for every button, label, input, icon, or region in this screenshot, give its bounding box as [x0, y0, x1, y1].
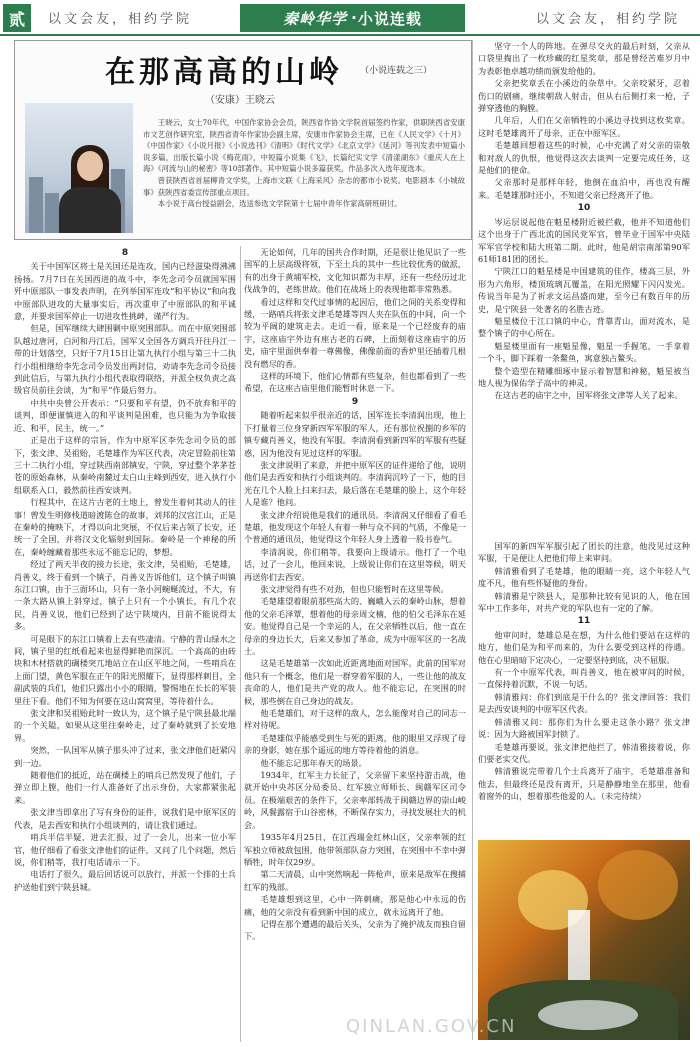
text-column-3b	[478, 540, 690, 836]
author-bio	[143, 117, 465, 210]
article-paragraph: 韩清雅问：你们到底是干什么的？张文津回答：我们是去西安谈判的中原军区代表。	[478, 691, 690, 715]
section-banner	[240, 4, 465, 32]
article-paragraph: 毛楚雄似乎能感受到生与死的距离，他的眼里又浮现了母亲的身影，她在那个遥远的地方等待着他的消息。	[244, 732, 466, 756]
article-paragraph: 经过了两天半夜的接力长途，张文津，吴祖贻，毛楚雄，肖善义，终于看到一个镇子，肖善义告诉他们，这个镇子叫镇东江口镇，由于三面环山，只有一条小河蜿蜒流过，不大，有一条大路从镇上斜穿过，镇子上只有一个小镇长，有几个农民，肖善义说，他们已经到了达宁陕境内，目前不能说得太多。	[14, 559, 236, 632]
article-paragraph: 正是出于这样的宗旨，作为中原军区李先念司令员的部下，张文津、吴祖贻，毛楚雄作为军区代表，决定冒险前往第三十二执行小组，穿过陕西南部镇安，宁陕，穿过整个茅茅苍苍的原始森林，从秦岭南麓过太白山主峰到西安，进入执行小组联系入口，毅然前往西安谈判。	[14, 435, 236, 495]
article-paragraph: 无论如何，几年的国共合作时期，还是很让他见识了一些国军的上层高级将领，下至土兵的其中一些比较优秀的做派，有的出身于黄埔军校，文化知识都为丰厚，还有一些经历过北伐战争的，老练世故。他们在战场上的表现他都非常熟悉。	[244, 247, 466, 295]
publication-name: 秦岭华学	[283, 9, 348, 28]
watermark-text: QINLAN.GOV.CN	[346, 1016, 517, 1037]
article-paragraph: 毛楚雄想到这里，心中一阵刺痛，那是他心中永远的伤痛，他的父亲没有看到新中国的成立，就永远离开了他。	[244, 894, 466, 917]
photo-face	[77, 151, 103, 181]
page-header	[0, 0, 700, 36]
article-paragraph: 突然，一队国军从镇子那头冲了过来，张文津他们赶紧闪到一边。	[14, 745, 236, 768]
column-divider	[240, 246, 241, 1042]
article-paragraph: 毛楚雄回想着这些的时候，心中充满了对父亲的崇敬和对敌人的仇恨，他觉得这次去谈判一定要完成任务，这是他们的使命。	[478, 140, 690, 176]
article-paragraph: 张文津说明了来意，并把中原军区的证件递给了他，说明他们是去西安和执行小组谈判的。李清润沉吟了一下，他的目光在几个人脸上扫来扫去，最后落在毛楚雄的脸上，这个年轻人是谁？他问。	[244, 459, 466, 508]
photo-building	[29, 177, 43, 233]
bio-paragraph: 王晓云，女土70年代，中国作家协会会员，陕西省作协文学院首届签约作家，供职陕西省安康市文艺创作研究室，陕西省青年作家协会副主席，安康市作家协会主席，已在《人民文学》《十月》《中国作家》《小说月报》《小说选刊》《清明》《时代文学》《北京文学》《延河》等刊发表中短篇小说多篇，出版长篇小说《梅花雨》，中短篇小说集《飞》，长篇纪实文学《清漾湖东》《重庆人在上海》《河流与山的秘密》等10部著作。其中短篇小说多篇获奖，作品多次入选年度选本。	[143, 118, 465, 174]
article-paragraph: 他审问时，楚雄总是在想，为什么他们要站在这样的地方，他们是为和平而来的，为什么要受到这样的待遇。他在心里暗暗下定决心，一定要坚持到底，决不屈服。	[478, 629, 690, 665]
author-photo	[25, 103, 133, 233]
article-paragraph: 1934年，红军主力长征了，父亲留下来坚持游击战，他就开始中央苏区分局委员、红军独立师师长、闽赣军区司令员。在极端艰苦的条件下，父亲率部转战于闽赣边界的崇山峻岭，风餐露宿于山谷密林，不断保存实力，寻找发展壮大的机会。	[244, 770, 466, 830]
article-paragraph: 第二天清晨，山中突然响起一阵枪声，原来是敌军在搜捕红军的残部。	[244, 869, 466, 892]
article-paragraph: 韩清雅说完带着几个士兵离开了庙宇，毛楚雄准备和他去，但最终还是没有离开，只是静静地坐在那里，他看着窗外的山，想着那些他爱的人。（未完待续）	[478, 766, 690, 802]
article-paragraph: 随着他们的抵近，站在碉楼上的哨兵已然发现了他们，子弹立即上膛，他们一行人准备好了出示身份，大家都紧张起来。	[14, 770, 236, 805]
article-paragraph: 记得在那个遭遇的最后关头，父亲为了掩护战友而独自留下。	[244, 918, 466, 942]
banner-dot: ·	[351, 9, 358, 27]
article-paragraph: 宁陕江口的魁星楼是中国建筑的佳作，楼高三层，外形为六角形，楼顶琉璃瓦覆盖，在阳光照耀下闪闪发光。传说当年是为了祈求文运昌盛而建，至今已有数百年的历史，是宁陕县一处著名的名胜古迹。	[478, 266, 690, 314]
article-paragraph: 他毛楚雄们，对于这样的敌人，怎么能像对自己的同志一样对待呢。	[244, 708, 466, 731]
article-paragraph: 岑运层说起他在魁星楼附近被拦截，他并不知道他们这个出身于广西北流的国民党军官，曾毕业于国军中央陆军军官学校和陆大班第二期。此时，他是胡宗南部第90军61师181团的团长。	[478, 216, 690, 264]
waterfall-photo	[478, 840, 690, 1040]
article-paragraph: 张文津介绍说他是我们的通讯员。李清润又仔细看了看毛楚雄，他发现这个年轻人有着一种与众不同的气质，不像是一个普通的通讯员，他觉得这个年轻人身上透着一股书卷气。	[244, 509, 466, 545]
article-paragraph: 看过这样和交代过事情的起因后，他们之间的关系变得和缓，一路哨兵将张文津毛楚雄等四人夹在队伍的中间，向一个较为平阔的建筑走去。走近一看，原来是一个已经废弃的庙宇，这座庙宇外边有座古老的石碑，上面刻着这座庙宇的历史，庙宇里面供奉着一尊佛像，佛像前面的香炉里还插着几根没有燃尽的香。	[244, 296, 466, 369]
section-number: 11	[577, 616, 591, 627]
article-paragraph: 韩清雅又问：那你们为什么要走这条小路？张文津说：因为大路被国军封锁了。	[478, 716, 690, 740]
article-paragraph: 坚守一个人的阵地。在弹尽交火的最后时刻，父亲从口袋里掏出了一枚珍藏的红星奖章，那是曾经苦难岁月中为表彰他卓越功绩而颁发给他的。	[478, 41, 690, 76]
article-paragraph: 他不能忘记那年春天的场景。	[260, 757, 367, 768]
section-number: 8	[121, 248, 129, 258]
title-block	[14, 40, 472, 240]
section-number: 9	[351, 396, 359, 407]
article-paragraph: 韩清雅是宁陕县人，是那种比较有见识的人，他在国军中工作多年，对共产党的军队也有一定的了解。	[478, 590, 690, 614]
article-paragraph: 关于中国军区将士是关国还是连攻，国内已经滋染得沸沸扬扬。7月7日在关国西进的战斗中，李先念司令员就国军围歼中原部队一事发表声明，在列举国军连攻“和平协议”和向我中原部队进攻的大量事实后，再次重申了中原部队的和平诚意，并要求国军停止一切进攻性挑衅，谨严行为。	[14, 261, 236, 322]
text-column-2	[244, 246, 466, 1042]
section-number: 10	[577, 203, 591, 214]
article-paragraph: 哨兵半信半疑，进去汇报，过了一会儿，出来一位小军官，他仔细看了看张文津他们的证件，又问了几个问题，然后说，你们稍等，我打电话请示一下。	[14, 832, 236, 867]
motto-left: 以文会友，相约学院	[48, 12, 193, 27]
photo-body	[59, 187, 121, 233]
article-paragraph: 张文津觉得有些不对劲，但也只能暂时在这里等候。	[260, 583, 449, 594]
article-paragraph: 电话打了很久，最后回话说可以放行，并派一个排的士兵护送他们到宁陕县城。	[14, 869, 236, 892]
article-paragraph: 有一个中原军代表，叫肖善义，他在被审问的时候，一直保持着沉默，不说一句话。	[478, 667, 690, 690]
photo-water-pool	[538, 1000, 638, 1030]
article-paragraph: 魁星楼位于江口镇的中心，背靠青山，面对流水，是整个镇子的中心所在。	[478, 315, 690, 339]
article-paragraph: 可是眼下的东江口镇着上去有些凄清。宁静的青山绿水之间，镇子里的红纸看起来也显得鲜艳而深沉。一个高高的由砖块和木材搭就的碉楼突兀地站立在山区平地之间，一些哨兵在上面门望，黄色军服在正午的阳光照耀下，显得那样刺目，全副武装的兵们，他们只露出小小的眼睛，警惕地在长长的军装里往下看。他们不知为何要在这山窝窝里，等待着什么。	[14, 633, 236, 706]
article-paragraph: 张文津和吴祖贻此时一致认为，这个镇子是宁陕县最北端的一个关隘，如果从这里往秦岭走，过了秦岭就到了长安地界。	[14, 708, 236, 743]
article-paragraph: 行程其中，在这片古老的土地上，曾发生着何其动人的往事！曾发生明修栈道暗渡陈仓的故事，刘邦的汉宫江山，正是在秦岭的掩映下，才得以向北突展，不仅后来占领了长安，还统一了全国，并将汉文化辐射到国际。秦岭是一个神秘的所在，秦岭缠藏着那些永远不能忘记的，梦想。	[14, 497, 236, 557]
section-name: 小说连载	[357, 9, 422, 28]
article-paragraph: 毛楚雄望着眼前那些高大的、巍峨入云的秦岭山脉，想着他的父亲毛泽覃，想着他的母亲周文楠，他的伯父毛泽东在延安。他觉得自己是一个幸运的人，在父亲牺牲以后，他一直在母亲的身边长大，后来又参加了革命，成为中原军区的一名战士。	[244, 596, 466, 656]
article-paragraph: 魁星楼里面有一座魁星像，魁星一手握笔，一手拿着一个斗，脚下踩着一条鳌鱼，寓意独占鳌头。	[478, 340, 690, 364]
bio-paragraph: 本小说于高台授益剧会，选送参选文学院第十七届中青年作家高研班研讨。	[157, 199, 402, 209]
article-paragraph: 这样的环境下，他们心情都有些复杂，但也都看到了一些希望，在这座古庙里他们能暂时休息一下。	[244, 371, 466, 394]
article-paragraph: 韩清雅看到了毛楚雄，他的眼睛一亮，这个年轻人气度不凡，他有些怀疑他的身份。	[478, 565, 690, 589]
text-column-1	[14, 246, 236, 1042]
article-paragraph: 但是，国军继续大肆围剿中原突围部队。而在中原突围部队越过唐河，白河和丹江后，国军又全国各方调兵开往丹江一带的计划落空，只好于7月15日让第九执行小组与第三十二执行小组相继给李先念司令员发出两封信，劝请李先念司令员接到此信后，与第九执行小组代表取得联络，并派全权负责之高级官员前往会谈，为“和平”作最后努力。	[14, 323, 236, 396]
article-paragraph: 毛楚雄再要说，张文津把他拦了，韩清雅接着说，你们要老实交代。	[478, 741, 690, 764]
motto-right: 以文会友，相约学院	[535, 12, 680, 27]
article-paragraph: 几年后，人们在父亲牺牲的小溪边寻找到这枚奖章。这时毛楚雄离开了母亲，正在中原军区。	[478, 115, 690, 138]
page-number: 贰	[3, 4, 31, 32]
article-paragraph: 整个造型在精雕细琢中显示着智慧和神秘，魁星被当地人视为保佑学子高中的神灵。	[478, 365, 690, 388]
article-paragraph: 父亲那时是那样年轻，他倒在血泊中，再也没有醒来。毛楚雄那时还小，不知道父亲已经离开了他。	[478, 177, 690, 200]
bio-paragraph: 曾获陕西省首届柳青文学奖，上海市文联《上海采风》杂志的都市小说奖。电影剧本《小城故事》获陕西省委宣传部重点项目。	[143, 175, 465, 197]
article-paragraph: 父亲把奖章丢在小溪边的杂草中。父亲咬紧牙，忍着伤口的剧痛，继续朝敌人射击，但从右后侧打来一枪，子弹穿透他的胸膛。	[478, 78, 690, 114]
article-paragraph: 国军的新四军军服引起了团长的注意，他没见过这种军服，于是便让人把他们带上来审问。	[478, 541, 690, 564]
byline: （安康）王晓云	[205, 95, 275, 106]
article-paragraph: 在这古老的庙宇之中，国军将张文津等人关了起来。	[494, 390, 683, 401]
article-title: 在那高高的山岭	[105, 55, 343, 90]
article-paragraph: 随着听起来似乎很亲近的话，国军连长李清润出现，他上下打量着三位身穿新四军军服的军人，还有那位祝捌的乡军的镇专藏肖善义，他没有军服。李清润看到新四军的军服有些疑惑，因为他没有见过这样的军服。	[244, 410, 466, 458]
column-divider	[472, 40, 473, 1040]
article-paragraph: 这是毛楚雄第一次如此近距离地面对国军。此前的国军对他只有一个概念，他们是一群穿着军服的人，一些让他的战友丧命的人，他们是共产党的敌人。他不能忘记，在突围的时候，那些倒在自己身边的战友。	[244, 658, 466, 706]
article-paragraph: 中共中央曾公开表示：“只要和平有望，仍不放弃和平的谈判，即便谨慎进入的和平谈判是困难，也只能为为争取接近、和平，民主，统一。”	[14, 397, 236, 433]
article-paragraph: 张文津当即拿出了写有身份的证件，说我们是中原军区的代表，是去西安和执行小组谈判的，请让我们通过。	[14, 807, 236, 830]
series-note: （小说连载之三）	[360, 66, 433, 76]
text-column-3	[478, 40, 690, 540]
photo-foliage	[598, 850, 678, 920]
article-paragraph: 李清润说，你们稍等，我要向上级请示。他打了一个电话，过了一会儿，他回来说，上级说让你们在这里等候，明天再送你们去西安。	[244, 546, 466, 582]
photo-building	[45, 193, 59, 233]
article-paragraph: 1935年4月25日，在江西瑞金红林山区，父亲率领的红军独立师被敌包围，他带领部队奋力突围，在突围中不幸中弹牺牲，时年仅29岁。	[244, 832, 466, 867]
